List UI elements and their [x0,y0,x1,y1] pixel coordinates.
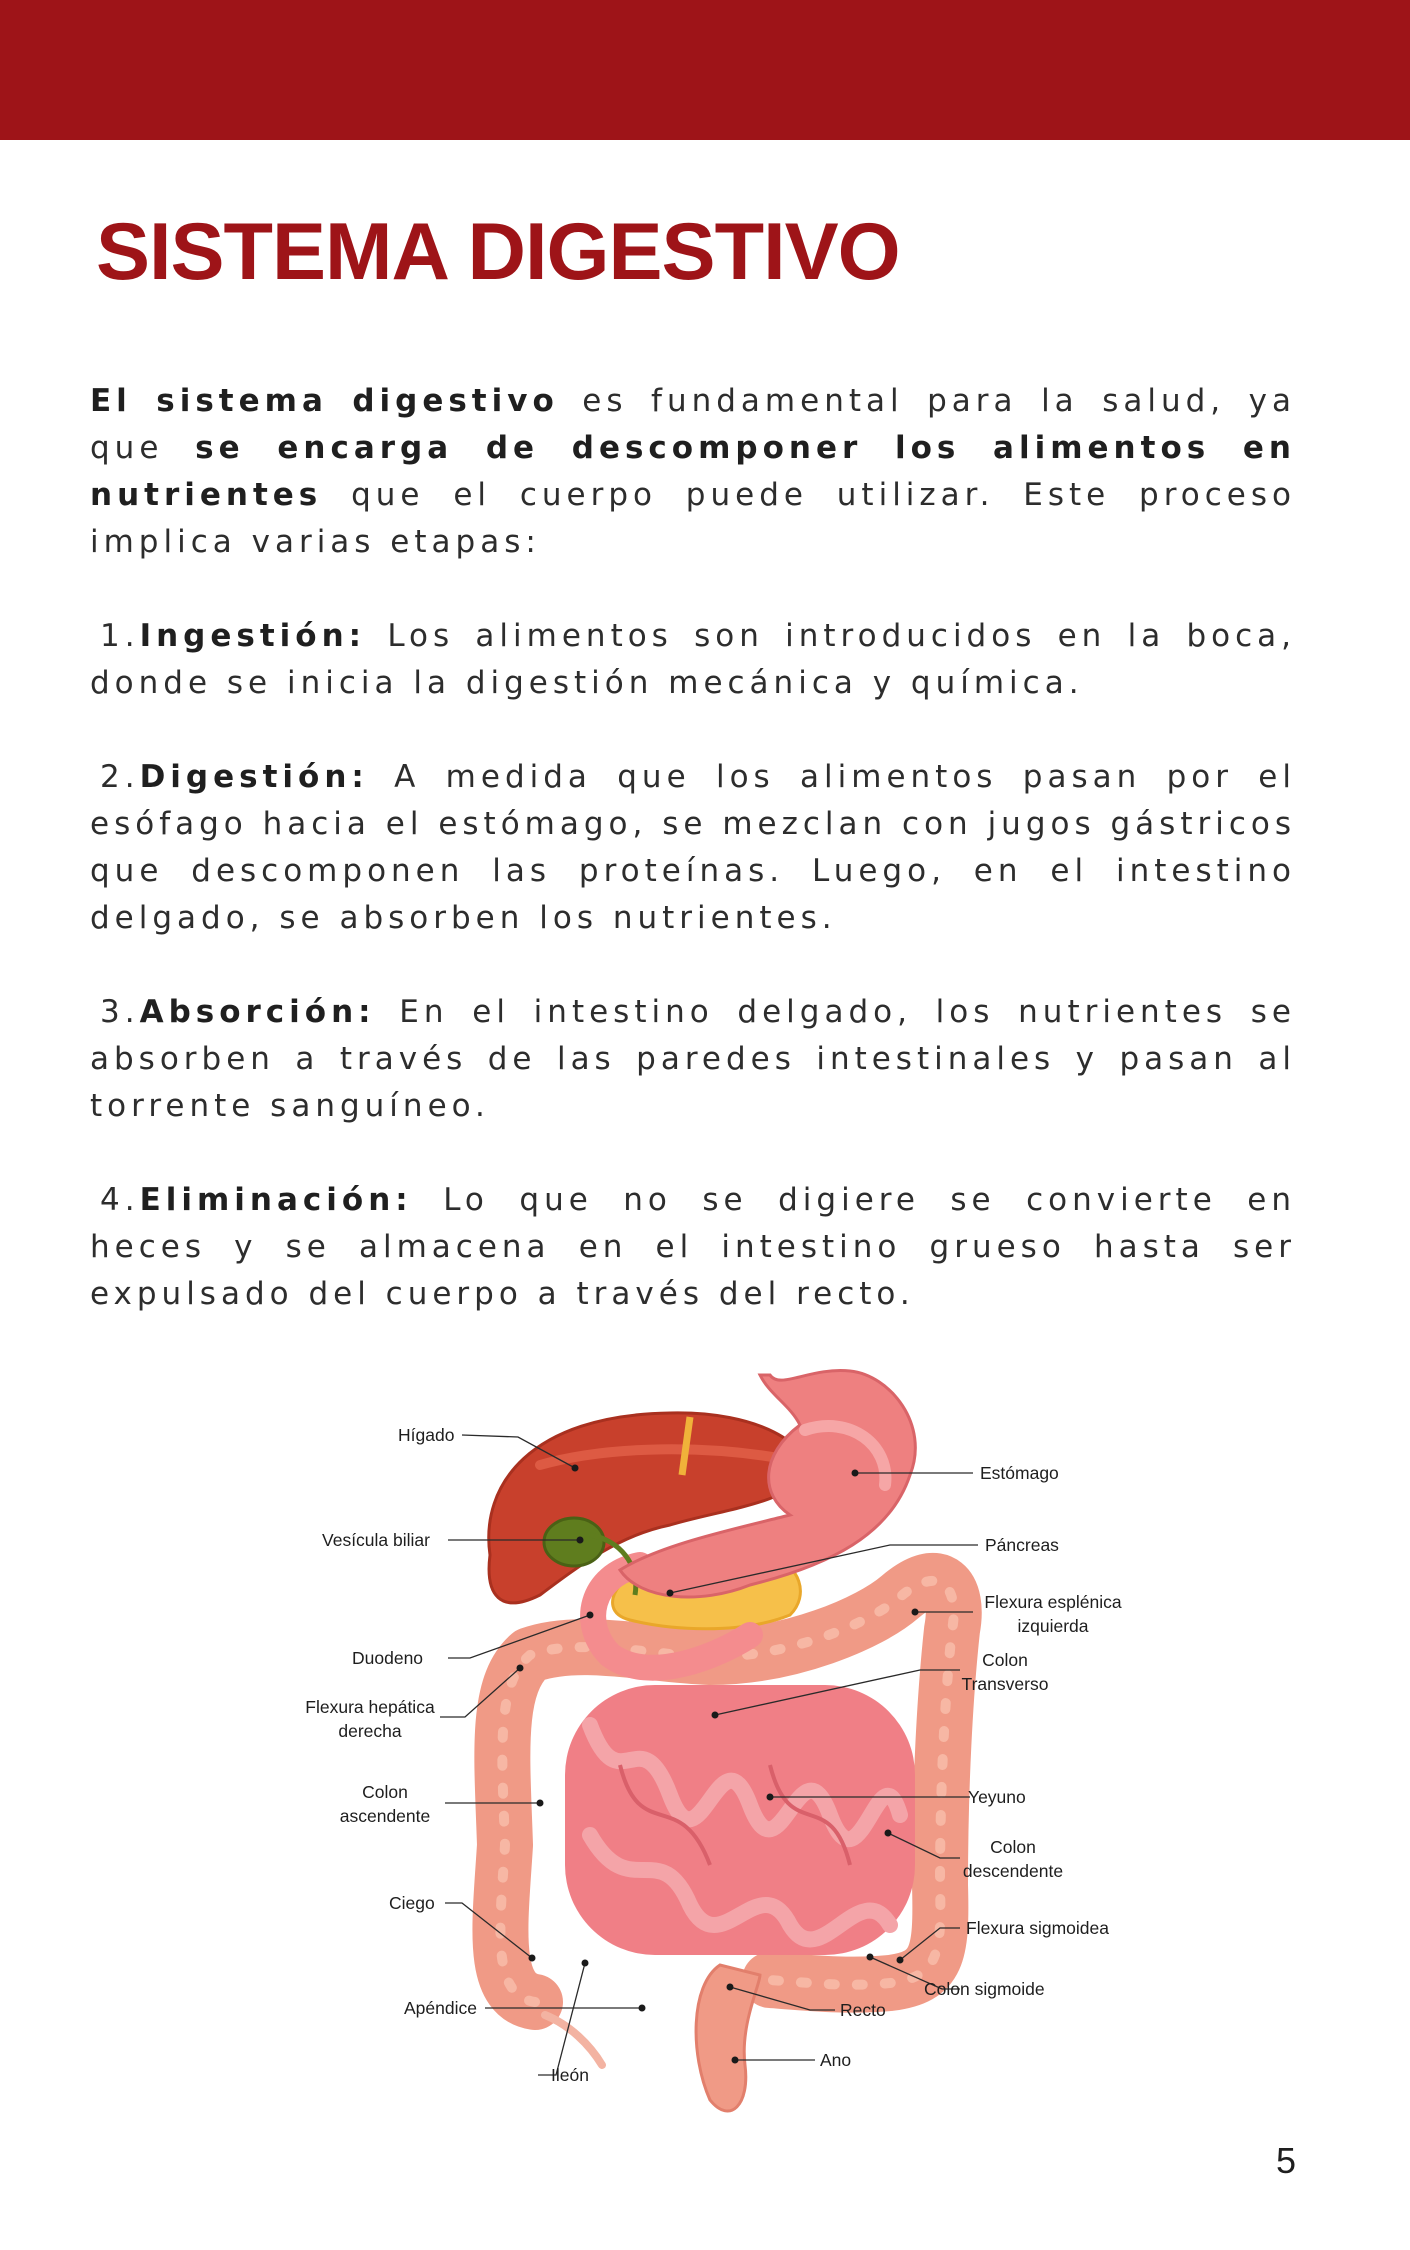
label-estomago: Estómago [980,1463,1059,1483]
label-line-1: Flexura hepática [305,1697,435,1717]
step-text: A medida que los alimentos pasan por el esófago hacia el estómago, se mezclan con jugos gástricos que descomponen las proteínas. Luego, en el intestino delgado, se absorben los nutrientes. [90,759,1296,936]
intro-bold-2: se encarga de descomponer los alimentos en nutrientes [90,430,1296,513]
intro-text-2: que el cuerpo puede utilizar. Este proceso implica varias etapas: [90,477,1296,560]
step-title: Absorción: [139,994,376,1030]
step-text: En el intestino delgado, los nutrientes se absorben a través de las paredes intestinales y pasan al torrente sanguíneo. [90,994,1296,1124]
page-number: 5 [1276,2140,1297,2181]
label-higado: Hígado [398,1425,455,1445]
label-line-2: derecha [338,1721,402,1741]
label-line-2: descendente [962,1861,1064,1881]
header-band [0,0,1410,140]
label-line-2: ascendente [339,1806,431,1826]
label-colon-descendente [958,1835,1068,1883]
label-line-2: Transverso [961,1674,1049,1694]
intro-bold-1: El sistema digestivo [90,383,559,419]
step-title: Eliminación: [139,1182,413,1218]
label-duodeno: Duodeno [352,1648,424,1668]
label-colon-sigmoide: Colon sigmoide [924,1979,1045,1999]
step-number: 2. [100,759,140,795]
gallbladder [544,1518,604,1566]
step-title: Ingestión: [139,618,367,654]
label-apendice: Apéndice [404,1998,477,2018]
label-colon-transverso [950,1648,1060,1696]
label-flexura-esplenica [978,1590,1128,1638]
label-flexura-hepatica [302,1695,438,1743]
step-number: 3. [100,994,140,1030]
body-text [90,378,1296,1365]
label-flexura-sigmoidea: Flexura sigmoidea [966,1918,1109,1938]
step-text: Los alimentos son introducidos en la boca, donde se inicia la digestión mecánica y química. [90,618,1296,701]
appendix [545,2015,602,2065]
label-ileon: Ileón [551,2065,589,2085]
step-text: Lo que no se digiere se convierte en heces y se almacena en el intestino grueso hasta ser expulsado del cuerpo a través del recto. [90,1182,1296,1312]
label-line-1: Colon [362,1782,408,1802]
step-number: 1. [100,618,140,654]
label-pancreas: Páncreas [985,1535,1059,1555]
digestive-system-diagram [290,1365,1170,2125]
step-absorption [90,989,1296,1130]
label-ano: Ano [820,2050,852,2070]
label-line-1: Colon [982,1650,1028,1670]
step-ingestion [90,613,1296,707]
label-line-1: Flexura esplénica [984,1592,1122,1612]
step-elimination [90,1177,1296,1318]
label-line-1: Colon [990,1837,1036,1857]
intro-text-1: es fundamental para la salud, ya que [90,383,1297,466]
label-vesicula-biliar: Vesícula biliar [322,1530,430,1550]
label-colon-ascendente [330,1780,440,1828]
step-title: Digestión: [139,759,369,795]
label-yeyuno: Yeyuno [968,1787,1026,1807]
page-title: SISTEMA DIGESTIVO [96,207,900,297]
label-ciego: Ciego [389,1893,435,1913]
step-digestion [90,754,1296,942]
label-recto: Recto [840,2000,886,2020]
step-number: 4. [100,1182,140,1218]
intro-paragraph [90,378,1296,566]
label-line-2: izquierda [1017,1616,1089,1636]
